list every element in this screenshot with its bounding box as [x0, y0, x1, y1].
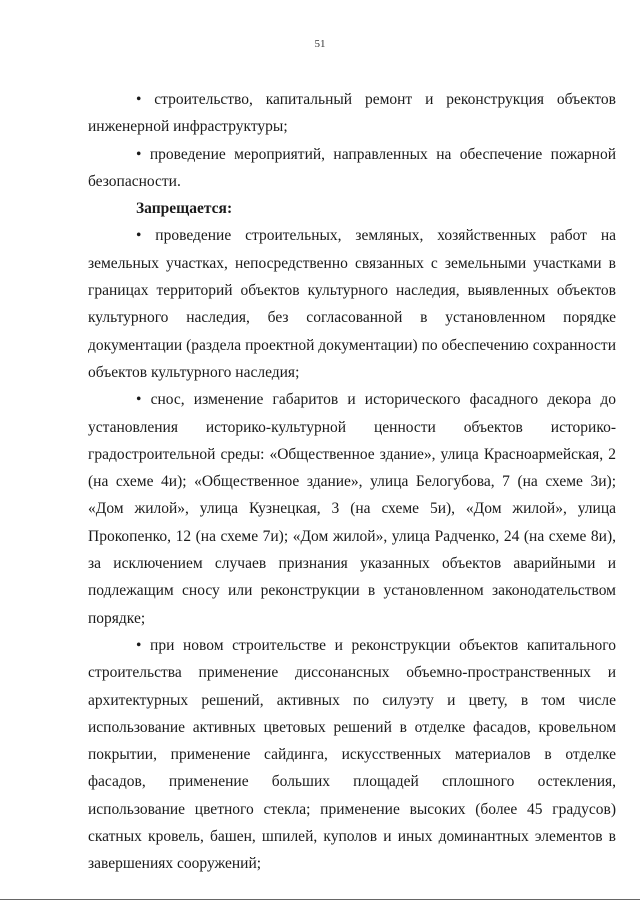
- list-item-engineering-infrastructure: • строительство, капитальный ремонт и реконструкция объектов инженерной инфраструктуры;: [88, 91, 616, 136]
- page-number: 51: [314, 38, 326, 50]
- list-item-demolition: • снос, изменение габаритов и исторического фасадного декора до установления историко-культурной ценности объектов историко-градостроительной среды: «Общественное здание», улица Красноармейская, 2 (на схеме 4и); «Общественное здание», улица Белогубова, 7 (на схеме 3и); «Дом жилой», улица Кузнецкая, 3 (на схеме 5и), «Дом жилой», улица Прокопенко, 12 (на схеме 7и); «Дом жилой», улица Радченко, 24 (на схеме 8и), за исключением случаев признания указанных объектов аварийными и подлежащим сносу или реконструкции в установленном законодательством порядке;: [88, 391, 616, 627]
- section-heading-prohibited: Запрещается:: [136, 200, 233, 218]
- list-item-fire-safety: • проведение мероприятий, направленных на обеспечение пожарной безопасности.: [88, 145, 616, 190]
- document-body: [88, 86, 616, 878]
- list-item-new-construction: • при новом строительстве и реконструкции объектов капитального строительства применение диссонансных объемно-пространственных и архитектурных решений, активных по силуэту и цвету, в том числе использование активных цветовых решений в отделке фасадов, кровельном покрытии, применение сайдинга, искусственных материалов в отделке фасадов, применение больших площадей сплошного остекления, использование цветного стекла; применение высоких (более 45 градусов) скатных кровель, башен, шпилей, куполов и иных доминантных элементов в завершениях сооружений;: [88, 636, 616, 873]
- page-bottom-rule: [0, 899, 640, 900]
- list-item-construction-works: • проведение строительных, земляных, хозяйственных работ на земельных участках, непосредственно связанных с земельными участками в границах территорий объектов культурного наследия, выявленных объектов культурного наследия, без согласованной в установленном порядке документации (раздела проектной документации) по обеспечению сохранности объектов культурного наследия;: [88, 227, 616, 381]
